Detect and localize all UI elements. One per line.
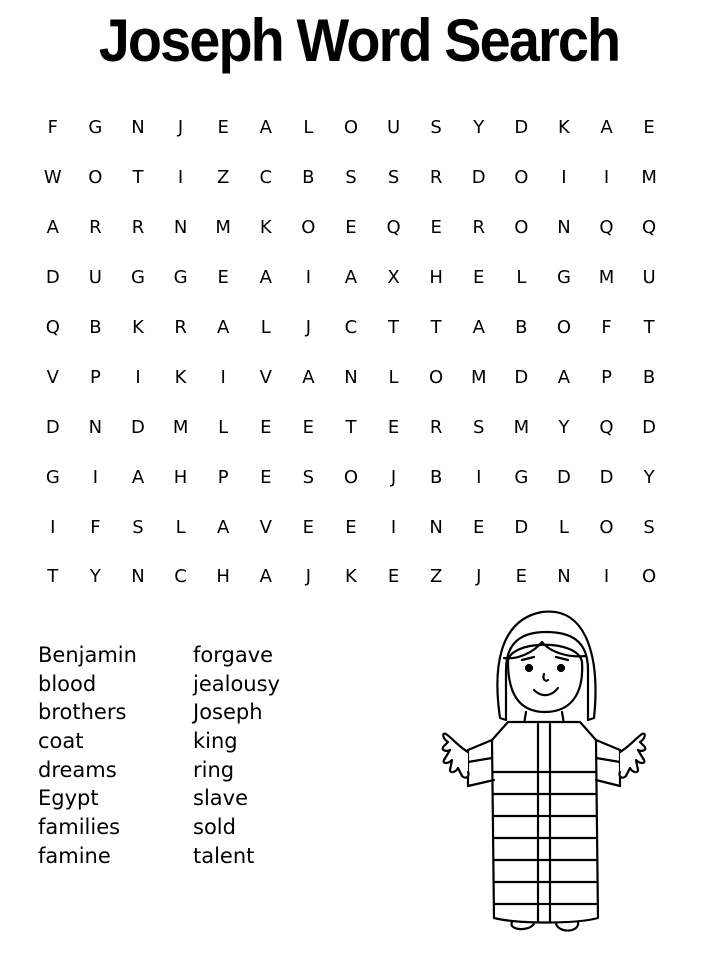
grid-letter: K [558, 117, 570, 139]
grid-letter: N [557, 566, 571, 588]
grid-letter: S [132, 516, 144, 538]
grid-letter: G [131, 267, 145, 289]
grid-letter: R [472, 217, 485, 239]
grid-letter: C [344, 317, 358, 338]
grid-letter: H [429, 267, 443, 289]
grid-letter: N [173, 217, 188, 239]
grid-letter: O [429, 366, 444, 388]
grid-letter: Y [473, 117, 485, 139]
grid-letter: V [259, 516, 272, 538]
grid-letter: N [88, 416, 103, 438]
grid-letter: O [343, 466, 359, 488]
grid-letter: P [89, 366, 101, 388]
grid-letter: E [217, 117, 229, 139]
grid-letter: T [430, 317, 442, 338]
grid-letter: E [260, 416, 272, 438]
grid-letter: E [260, 466, 272, 488]
grid-letter: O [514, 167, 529, 189]
grid-letter: F [601, 317, 612, 338]
grid-letter: S [643, 516, 655, 538]
grid-letter: R [131, 217, 145, 239]
grid-letter: P [217, 466, 229, 488]
grid-letter: Q [642, 217, 657, 239]
grid-letter: B [515, 317, 528, 338]
grid-letter: J [177, 117, 184, 139]
grid-letter: C [174, 566, 187, 588]
grid-letter: Y [643, 466, 655, 488]
word-list-item: slave [193, 786, 248, 811]
grid-letter: L [516, 267, 527, 289]
grid-letter: M [641, 167, 657, 189]
grid-letter: S [387, 167, 400, 189]
grid-letter: E [217, 267, 229, 289]
grid-letter: D [514, 516, 529, 538]
grid-letter: T [132, 167, 144, 189]
grid-letter: A [259, 267, 272, 289]
grid-letter: O [301, 217, 316, 239]
grid-letter: M [598, 267, 615, 289]
grid-letter: I [561, 167, 567, 189]
grid-letter: K [259, 217, 272, 239]
grid-letter: D [471, 167, 486, 189]
word-list-item: Joseph [193, 700, 263, 725]
word-list-item: blood [38, 671, 97, 696]
grid-letter: E [345, 516, 357, 538]
grid-letter: A [600, 117, 613, 139]
grid-letter: I [92, 466, 99, 488]
grid-letter: O [343, 117, 359, 139]
grid-letter: A [46, 217, 59, 239]
word-list-item: famine [38, 843, 111, 868]
grid-letter: L [303, 117, 314, 139]
grid-letter: R [89, 217, 102, 239]
grid-letter: B [429, 466, 443, 488]
grid-letter: I [476, 466, 482, 488]
grid-letter: G [45, 466, 60, 488]
grid-letter: A [217, 516, 230, 538]
grid-letter: O [599, 516, 614, 538]
grid-letter: V [259, 366, 272, 388]
grid-letter: U [386, 117, 401, 139]
word-list-item: ring [193, 757, 235, 782]
grid-letter: A [344, 267, 358, 289]
grid-letter: K [345, 566, 357, 588]
grid-letter: R [429, 416, 443, 438]
word-list-item: Egypt [38, 786, 99, 811]
word-list-item: coat [38, 729, 84, 754]
grid-letter: E [345, 217, 357, 239]
grid-letter: D [45, 416, 60, 438]
grid-letter: J [476, 566, 482, 588]
grid-letter: I [177, 167, 184, 189]
grid-letter: Y [89, 566, 101, 588]
grid-letter: G [514, 466, 529, 488]
grid-letter: D [599, 466, 614, 488]
grid-letter: I [603, 167, 610, 189]
grid-letter: I [390, 516, 397, 538]
grid-letter: L [218, 416, 229, 438]
grid-letter: S [473, 416, 485, 438]
grid-letter: T [47, 566, 59, 588]
grid-letter: T [643, 317, 655, 338]
grid-letter: L [260, 317, 271, 338]
page-title: Joseph Word Search [98, 7, 620, 74]
grid-letter: I [603, 566, 610, 588]
word-list-item: brothers [38, 700, 127, 725]
grid-letter: O [514, 217, 529, 239]
grid-letter: B [642, 366, 656, 388]
grid-letter: G [88, 117, 103, 139]
grid-letter: H [216, 566, 230, 588]
grid-letter: Z [217, 167, 230, 189]
word-list-item: talent [193, 843, 255, 868]
grid-letter: A [472, 317, 485, 338]
grid-letter: O [88, 167, 103, 189]
grid-letter: P [601, 366, 612, 388]
grid-letter: T [345, 416, 357, 438]
letter-grid [30, 103, 670, 602]
grid-letter: I [50, 516, 56, 538]
word-list-item: families [38, 815, 121, 840]
grid-letter: K [174, 366, 187, 388]
grid-letter: A [259, 566, 272, 588]
grid-letter: R [174, 317, 187, 338]
grid-letter: E [430, 217, 442, 239]
grid-letter: Q [45, 317, 60, 338]
word-list-item: dreams [38, 757, 117, 782]
grid-letter: W [43, 167, 62, 189]
grid-letter: S [430, 117, 442, 139]
grid-letter: G [173, 267, 188, 289]
grid-letter: N [344, 366, 358, 388]
grid-letter: L [388, 366, 399, 388]
grid-letter: Q [386, 217, 401, 239]
grid-letter: B [302, 167, 315, 189]
grid-letter: E [302, 516, 315, 538]
grid-letter: R [429, 167, 443, 189]
grid-letter: E [387, 416, 400, 438]
word-list-item: sold [193, 815, 236, 840]
grid-letter: V [46, 366, 59, 388]
grid-letter: O [642, 566, 657, 588]
grid-letter: J [390, 466, 397, 488]
grid-letter: D [131, 416, 145, 438]
word-list-item: king [193, 729, 238, 754]
grid-letter: E [302, 416, 315, 438]
grid-letter: E [473, 516, 485, 538]
grid-letter: D [514, 366, 529, 388]
grid-letter: Q [599, 416, 614, 438]
grid-letter: B [89, 317, 102, 338]
grid-letter: J [305, 566, 312, 588]
grid-letter: A [131, 466, 145, 488]
grid-letter: L [175, 516, 186, 538]
grid-letter: N [131, 117, 145, 139]
grid-letter: N [131, 566, 145, 588]
grid-letter: A [259, 117, 272, 139]
grid-letter: Y [558, 416, 570, 438]
grid-letter: D [45, 267, 60, 289]
grid-letter: D [642, 416, 657, 438]
grid-letter: C [259, 167, 273, 189]
grid-letter: L [558, 516, 569, 538]
grid-letter: N [429, 516, 443, 538]
grid-letter: F [90, 516, 101, 538]
grid-letter: A [302, 366, 315, 388]
grid-letter: K [132, 317, 144, 338]
grid-letter: I [220, 366, 226, 388]
grid-letter: A [217, 317, 230, 338]
grid-letter: I [305, 267, 312, 289]
grid-letter: E [473, 267, 485, 289]
grid-letter: E [387, 566, 400, 588]
word-list-item: jealousy [193, 671, 280, 696]
grid-letter: I [135, 366, 141, 388]
word-list-item: forgave [193, 643, 274, 667]
grid-letter: M [215, 217, 231, 239]
grid-letter: M [470, 366, 487, 388]
grid-letter: U [88, 267, 102, 289]
grid-letter: Z [429, 566, 443, 588]
grid-letter: X [387, 267, 400, 289]
grid-letter: A [557, 366, 571, 388]
grid-letter: U [642, 267, 656, 289]
grid-letter: H [173, 466, 188, 488]
grid-letter: G [556, 267, 571, 289]
grid-letter: M [172, 416, 189, 438]
grid-letter: D [556, 466, 571, 488]
grid-letter: O [556, 317, 571, 338]
grid-letter: E [643, 117, 655, 139]
grid-letter: F [47, 117, 58, 139]
grid-letter: S [345, 167, 357, 189]
grid-letter: N [557, 217, 571, 239]
grid-letter: T [388, 317, 400, 338]
word-list-column-right [193, 641, 353, 871]
joseph-illustration [438, 600, 648, 940]
grid-letter: Q [599, 217, 614, 239]
grid-letter: J [305, 317, 312, 338]
grid-letter: S [302, 466, 315, 488]
word-list-column-left [38, 641, 198, 871]
grid-letter: D [514, 117, 529, 139]
grid-letter: M [513, 416, 530, 438]
grid-letter: E [515, 566, 528, 588]
word-list-item: Benjamin [38, 643, 137, 667]
